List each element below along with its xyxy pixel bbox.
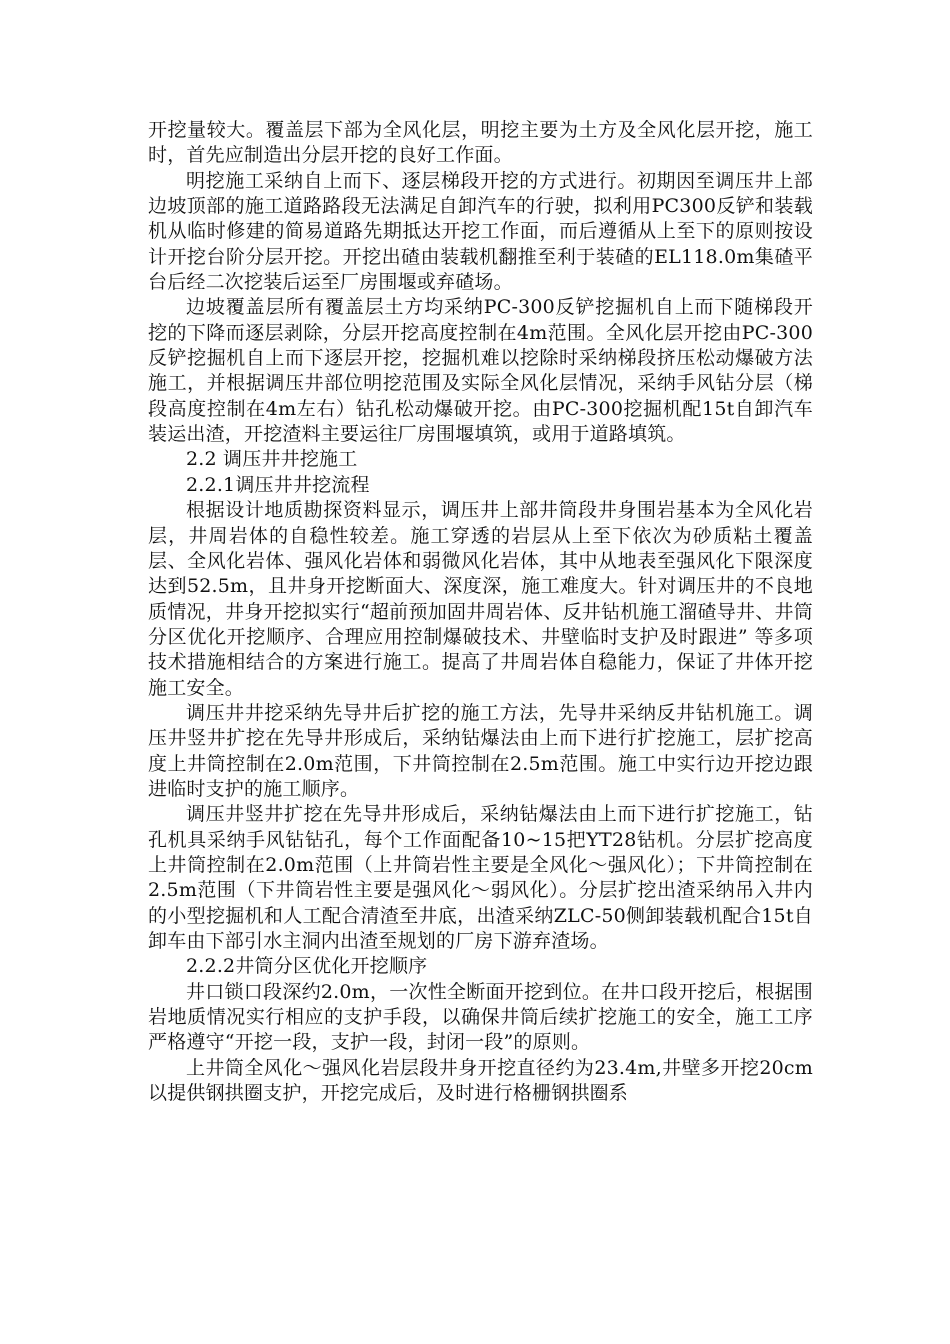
paragraph-collar-section: 井口锁口段深约2.0m，一次性全断面开挖到位。在井口段开挖后，根据围岩地质情况实行相应的支护手段，以确保井筒后续扩挖施工的安全，施工工序严格遵守“开挖一段，支护一段，封闭一段”的原则。: [148, 980, 813, 1054]
paragraph-shaft-expansion: 调压井竖井扩挖在先导井形成后，采纳钻爆法由上而下进行扩挖施工，钻孔机具采纳手风钻钻孔，每个工作面配备10~15把YT28钻机。分层扩挖高度上井筒控制在2.0m范围（上井筒岩性主要是全风化～强风化）；下井筒控制在2.5m范围（下井筒岩性主要是强风化～弱风化）。分层扩挖出渣采纳吊入井内的小型挖掘机和人工配合清渣至井底，出渣采纳ZLC-50侧卸装载机配合15t自卸车由下部引水主洞内出渣至规划的厂房下游弃渣场。: [148, 803, 813, 952]
paragraph-open-excavation-method: 明挖施工采纳自上而下、逐层梯段开挖的方式进行。初期因至调压井上部边坡顶部的施工道路路段无法满足自卸汽车的行驶，拟利用PC300反铲和装载机从临时修建的简易道路先期抵达开挖工作面，而后遵循从上至下的原则按设计开挖台阶分层开挖。开挖出碴由装载机翻推至利于装碴的EL118.0m集碴平台后经二次挖装后运至厂房围堰或弃碴场。: [148, 169, 813, 294]
paragraph-pilot-shaft: 调压井井挖采纳先导井后扩挖的施工方法，先导井采纳反井钻机施工。调压井竖井扩挖在先导井形成后，采纳钻爆法由上而下进行扩挖施工，层扩挖高度上井筒控制在2.0m范围，下井筒控制在2.5m范围。施工中实行边开挖边跟进临时支护的施工顺序。: [148, 701, 813, 800]
paragraph-slope-overburden: 边坡覆盖层所有覆盖层土方均采纳PC-300反铲挖掘机自上而下随梯段开挖的下降而逐层剥除，分层开挖高度控制在4m范围。全风化层开挖由PC-300反铲挖掘机自上而下逐层开挖，挖掘机难以挖除时采纳梯段挤压松动爆破方法施工，并根据调压井部位明挖范围及实际全风化层情况，采纳手风钻分层（梯段高度控制在4m左右）钻孔松动爆破开挖。由PC-300挖掘机配15t自卸汽车装运出渣，开挖渣料主要运往厂房围堰填筑，或用于道路填筑。: [148, 296, 813, 446]
document-body: [148, 118, 813, 1106]
section-heading-2-2-1: 2.2.1调压井井挖流程: [186, 473, 370, 496]
paragraph-geology: 根据设计地质勘探资料显示，调压井上部井筒段井身围岩基本为全风化岩层，井周岩体的自稳性较差。施工穿透的岩层从上至下依次为砂质粘土覆盖层、全风化岩体、强风化岩体和弱微风化岩体，其中从地表至强风化下限深度达到52.5m，且井身开挖断面大、深度深，施工难度大。针对调压井的不良地质情况，井身开挖拟实行“超前预加固井周岩体、反井钻机施工溜碴导井、井筒分区优化开挖顺序、合理应用控制爆破技术、井壁临时支护及时跟进” 等多项技术措施相结合的方案进行施工。提高了井周岩体自稳能力，保证了井体开挖施工安全。: [148, 499, 813, 699]
section-heading-2-2-2: 2.2.2井筒分区优化开挖顺序: [186, 955, 428, 978]
section-heading-2-2: 2.2 调压井井挖施工: [186, 448, 358, 471]
paragraph-continuation: 开挖量较大。覆盖层下部为全风化层，明挖主要为土方及全风化层开挖，施工时，首先应制造出分层开挖的良好工作面。: [148, 119, 813, 167]
paragraph-upper-shaft: 上井筒全风化～强风化岩层段井身开挖直径约为23.4m,井壁多开挖20cm以提供钢拱圈支护，开挖完成后，及时进行格栅钢拱圈系: [148, 1056, 813, 1105]
